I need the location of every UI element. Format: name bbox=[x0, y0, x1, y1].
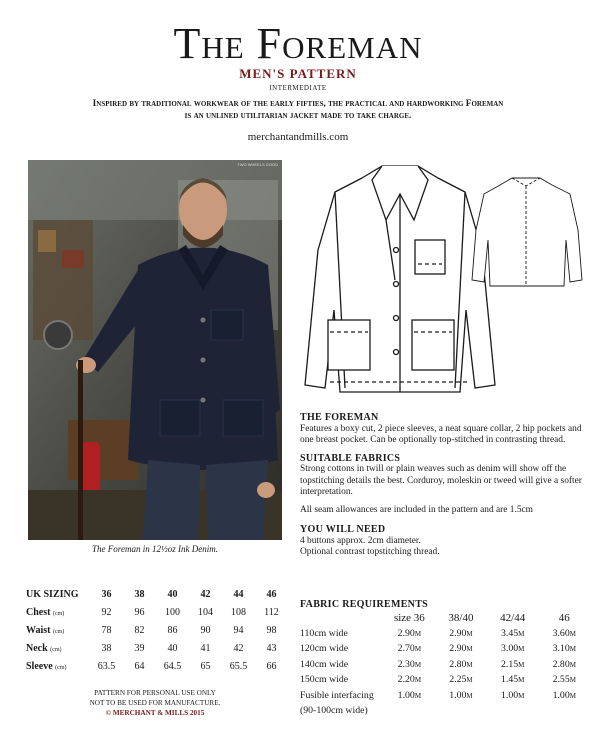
cell: 2.80m bbox=[552, 658, 576, 670]
photo-caption: The Foreman in 12½oz Ink Denim. bbox=[92, 544, 218, 554]
fabric-row bbox=[300, 690, 590, 706]
fabric-note-row bbox=[300, 705, 590, 721]
row-label: 140cm wide bbox=[300, 658, 349, 670]
sizing-row-waist bbox=[26, 621, 288, 639]
size-header: 36 bbox=[101, 588, 112, 600]
model-photo bbox=[28, 160, 282, 540]
cell: 2.30m bbox=[397, 658, 422, 670]
row-label: Neck (cm) bbox=[26, 642, 62, 654]
row-label: 110cm wide bbox=[300, 627, 348, 639]
sizing-table bbox=[26, 585, 288, 675]
row-label: Fusible interfacing bbox=[300, 689, 374, 701]
cell: 1.00m bbox=[449, 689, 473, 701]
cell: 3.45m bbox=[500, 627, 525, 639]
technical-drawings bbox=[290, 160, 590, 400]
cell: 42 bbox=[233, 642, 244, 654]
fabric-requirements-heading: FABRIC REQUIREMENTS bbox=[300, 599, 429, 610]
cell: 64.5 bbox=[163, 660, 182, 672]
foreman-heading: THE FOREMAN bbox=[300, 412, 379, 423]
need-line-1: 4 buttons approx. 2cm diameter. bbox=[300, 535, 421, 546]
cell: 40 bbox=[167, 642, 178, 654]
cell: 100 bbox=[165, 606, 180, 618]
cell: 64 bbox=[134, 660, 145, 672]
model-photo-illustration bbox=[28, 160, 282, 540]
skill-level: intermediate bbox=[269, 82, 327, 93]
cell: 2.90m bbox=[397, 627, 422, 639]
unit-label: (cm) bbox=[50, 646, 62, 653]
cell: 112 bbox=[264, 606, 279, 618]
size-header: 46 bbox=[266, 588, 277, 600]
usage-notice bbox=[28, 688, 282, 718]
cell: 108 bbox=[231, 606, 246, 618]
page-title: The Foreman bbox=[173, 19, 423, 68]
seam-allowance-text: All seam allowances are included in the pattern and are 1.5cm bbox=[300, 504, 533, 515]
size-header: 42 bbox=[200, 588, 211, 600]
row-label: Chest (cm) bbox=[26, 606, 65, 618]
unit-label: (cm) bbox=[52, 628, 65, 635]
size-header: 40 bbox=[167, 588, 178, 600]
cell: 3.60m bbox=[552, 627, 576, 639]
cell: 2.90m bbox=[449, 643, 473, 654]
cell: 2.25m bbox=[449, 674, 473, 685]
cell: 65 bbox=[200, 660, 211, 672]
copyright: © MERCHANT & MILLS 2015 bbox=[105, 709, 205, 717]
row-label: Sleeve (cm) bbox=[26, 660, 67, 672]
cell: 38 bbox=[101, 642, 112, 654]
cell: 2.55m bbox=[552, 674, 576, 685]
cell: 1.00m bbox=[397, 689, 422, 701]
cell: 63.5 bbox=[97, 660, 116, 672]
size-header: 38 bbox=[134, 588, 145, 600]
fabric-row bbox=[300, 643, 590, 659]
interfacing-note: (90-100cm wide) bbox=[300, 705, 368, 716]
cell: 96 bbox=[134, 606, 145, 618]
cell: 86 bbox=[167, 624, 178, 636]
row-label: Waist (cm) bbox=[26, 624, 65, 636]
cell: 3.00m bbox=[500, 643, 525, 654]
size-header: 44 bbox=[233, 588, 244, 600]
front-view-drawing bbox=[305, 166, 495, 392]
cell: 82 bbox=[134, 624, 145, 636]
website-link[interactable]: merchantandmills.com bbox=[247, 131, 349, 143]
unit-label: (cm) bbox=[55, 664, 67, 671]
sizing-header-label: UK SIZING bbox=[26, 588, 79, 600]
fabric-row bbox=[300, 628, 590, 644]
sizing-row-sleeve bbox=[26, 657, 288, 675]
foreman-text: Features a boxy cut, 2 piece sleeves, a neat square collar, 2 hip pockets and one breast pocket. Can be optionally top-stitched in contrasting thread. bbox=[300, 423, 582, 445]
back-view-drawing bbox=[472, 178, 582, 286]
sizing-header-row bbox=[26, 585, 288, 603]
cell: 43 bbox=[266, 642, 277, 654]
cell: 94 bbox=[233, 624, 244, 636]
size-header: 46 bbox=[558, 612, 570, 624]
fabric-requirements-table bbox=[300, 612, 590, 721]
empty-cell bbox=[300, 612, 384, 628]
fabric-header-row bbox=[300, 612, 590, 628]
need-heading: YOU WILL NEED bbox=[300, 524, 386, 535]
size-header: size 36 bbox=[393, 612, 425, 624]
pattern-type: MEN'S PATTERN bbox=[239, 66, 357, 81]
notice-line-2: NOT TO BE USED FOR MANUFACTURE. bbox=[89, 699, 221, 707]
fabrics-text: Strong cottons in twill or plain weaves such as denim will show off the topstitching details the best. Corduroy, moleskin or tweed will give a softer interpretation. bbox=[300, 464, 582, 497]
cell: 104 bbox=[198, 606, 213, 618]
need-line-2: Optional contrast topstitching thread. bbox=[300, 547, 440, 557]
cell: 2.80m bbox=[449, 658, 473, 670]
cell: 65.5 bbox=[229, 660, 248, 672]
fabric-row bbox=[300, 659, 590, 675]
cell: 2.70m bbox=[397, 643, 422, 654]
row-label: 120cm wide bbox=[300, 643, 349, 654]
description-section bbox=[300, 412, 582, 559]
intro-line-2: is an unlined utilitarian jacket made to take charge. bbox=[184, 111, 412, 121]
fabrics-heading: SUITABLE FABRICS bbox=[300, 452, 401, 464]
photo-tag: TWO WHEELS GOOD bbox=[237, 162, 278, 167]
cell: 3.10m bbox=[552, 643, 576, 654]
cell: 2.15m bbox=[500, 658, 525, 670]
cell: 98 bbox=[266, 624, 277, 636]
intro-text bbox=[60, 98, 536, 122]
size-header: 42/44 bbox=[500, 612, 526, 624]
cell: 2.20m bbox=[397, 674, 422, 685]
unit-label: (cm) bbox=[52, 610, 65, 617]
cell: 1.45m bbox=[500, 674, 525, 685]
sizing-row-neck bbox=[26, 639, 288, 657]
notice-line-1: PATTERN FOR PERSONAL USE ONLY bbox=[94, 689, 216, 697]
size-header: 38/40 bbox=[448, 612, 474, 624]
cell: 41 bbox=[200, 642, 211, 654]
cell: 1.00m bbox=[500, 689, 525, 701]
cell: 90 bbox=[200, 624, 211, 636]
cell: 2.90m bbox=[449, 627, 473, 639]
fabric-row bbox=[300, 674, 590, 690]
cell: 1.00m bbox=[552, 689, 576, 701]
intro-line-1: Inspired by traditional workwear of the early fifties, the practical and hardworking Foreman bbox=[92, 99, 504, 109]
cell: 92 bbox=[101, 606, 112, 618]
cell: 66 bbox=[266, 660, 277, 672]
row-label: 150cm wide bbox=[300, 674, 349, 685]
sizing-row-chest bbox=[26, 603, 288, 621]
cell: 39 bbox=[134, 642, 145, 654]
cell: 78 bbox=[101, 624, 112, 636]
